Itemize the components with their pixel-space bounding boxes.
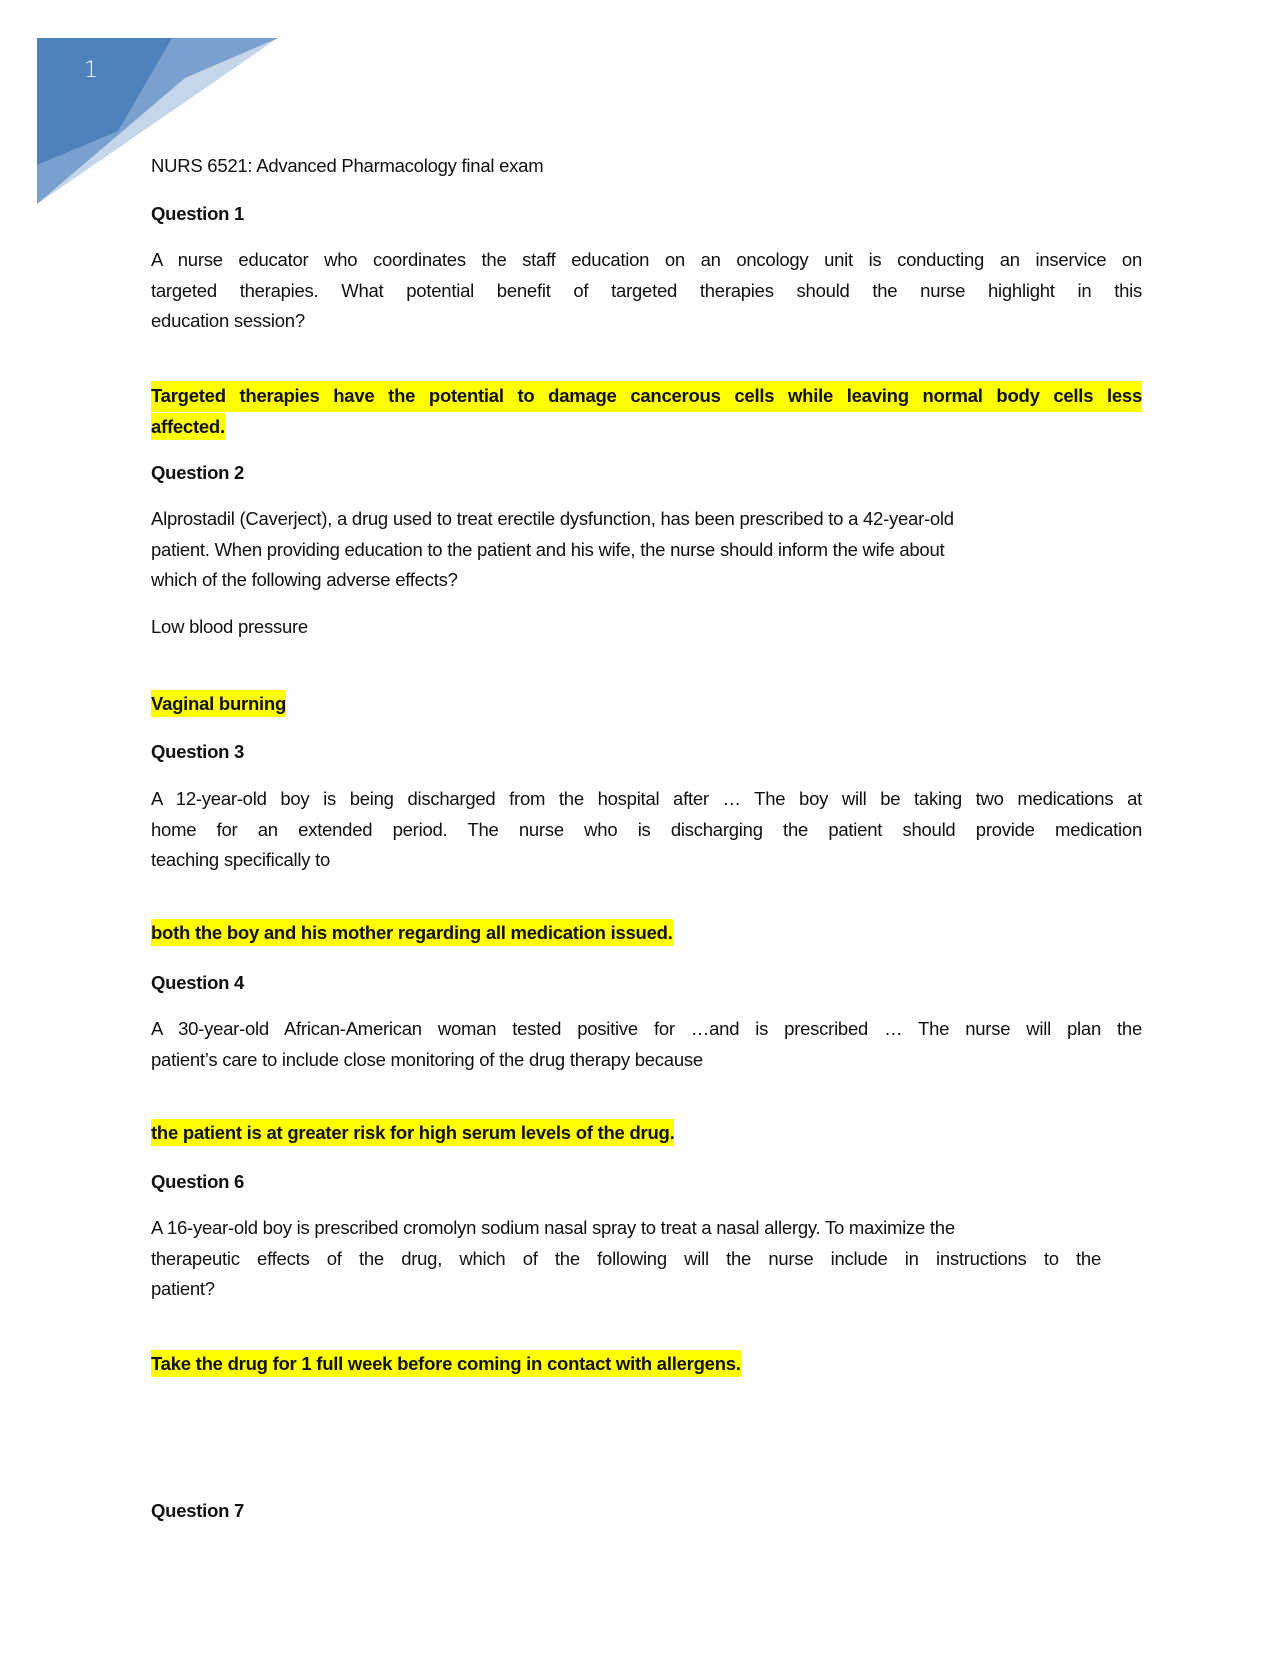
question-1-answer — [151, 381, 1142, 442]
question-3-answer — [151, 918, 1142, 949]
question-heading: Question 3 — [151, 741, 245, 762]
question-1-text — [151, 245, 1142, 337]
question-line: which of the following adverse effects? — [151, 569, 458, 590]
question-line: A 30-year-old African-American woman tested positive for …and is prescribed … The nurse will plan the — [151, 1018, 1142, 1039]
question-heading: Question 7 — [151, 1500, 245, 1521]
question-7 — [151, 1496, 1142, 1527]
answer-line: both the boy and his mother regarding all medication issued. — [151, 919, 673, 946]
page-corner-decoration — [0, 0, 290, 215]
question-line: Alprostadil (Caverject), a drug used to treat erectile dysfunction, has been prescribed to a 42-year-old — [151, 508, 954, 529]
document-title — [151, 151, 1142, 182]
question-4-answer — [151, 1118, 1142, 1149]
question-line: teaching specifically to — [151, 849, 331, 870]
question-6 — [151, 1167, 1142, 1198]
question-line: targeted therapies. What potential benefit of targeted therapies should the nurse highlight in this — [151, 279, 1142, 301]
question-heading: Question 1 — [151, 203, 245, 224]
page-number: 1 — [84, 58, 98, 83]
question-line: education session? — [151, 310, 305, 331]
question-line: patient. When providing education to the patient and his wife, the nurse should inform the wife about — [151, 538, 945, 560]
question-3-text — [151, 784, 1142, 876]
question-line: A 12-year-old boy is being discharged from the hospital after … The boy will be taking two medications at — [151, 788, 1142, 809]
answer-line: Take the drug for 1 full week before coming in contact with allergens. — [151, 1350, 741, 1377]
question-line: patient’s care to include close monitoring of the drug therapy because — [151, 1048, 703, 1070]
question-4-text — [151, 1014, 1142, 1075]
question-heading: Question 6 — [151, 1171, 245, 1192]
question-heading: Question 2 — [151, 462, 245, 483]
title-text: NURS 6521: Advanced Pharmacology final exam — [151, 155, 544, 176]
question-line: patient? — [151, 1278, 215, 1299]
answer-line: affected. — [151, 413, 225, 440]
question-2 — [151, 458, 1142, 489]
option-text: Low blood pressure — [151, 616, 308, 637]
question-heading: Question 4 — [151, 972, 245, 993]
question-2-text — [151, 504, 1142, 596]
question-6-answer — [151, 1349, 1142, 1380]
question-2-answer — [151, 689, 1142, 720]
question-line: A 16-year-old boy is prescribed cromolyn sodium nasal spray to treat a nasal allergy. To maximize the — [151, 1217, 955, 1238]
question-2-option — [151, 612, 1142, 643]
question-line: A nurse educator who coordinates the staff education on an oncology unit is conducting an inservice on — [151, 249, 1142, 270]
question-line: therapeutic effects of the drug, which of the following will the nurse include in instructions to the — [151, 1247, 1101, 1269]
question-1 — [151, 199, 1142, 230]
answer-line: the patient is at greater risk for high serum levels of the drug. — [151, 1119, 674, 1146]
question-6-text — [151, 1213, 1142, 1305]
question-line: home for an extended period. The nurse who is discharging the patient should provide medication — [151, 818, 1142, 840]
answer-line: Vaginal burning — [151, 690, 286, 717]
answer-line: Targeted therapies have the potential to damage cancerous cells while leaving normal body cells less — [151, 381, 1142, 412]
question-4 — [151, 968, 1142, 999]
question-3 — [151, 737, 1142, 768]
